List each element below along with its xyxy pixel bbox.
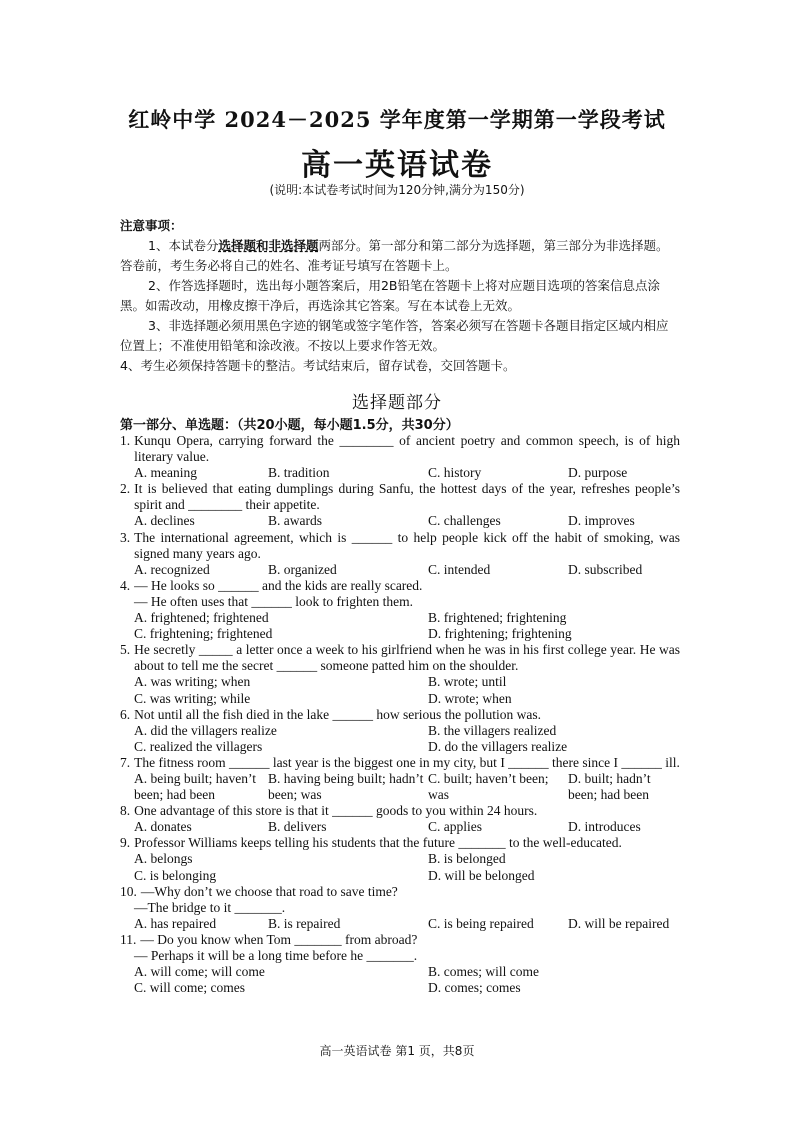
answer-option: D. frightening; frightening	[428, 626, 572, 642]
question-number: 5.	[120, 642, 131, 658]
question-number: 7.	[120, 754, 131, 770]
exam-subject-title: 高一英语试卷	[301, 148, 493, 183]
question-number: 8.	[120, 803, 131, 819]
question-item	[120, 578, 680, 642]
question-number: 4.	[120, 577, 131, 593]
answer-option: A. frightened; frightened	[134, 610, 269, 626]
instruction-item-2: 2、作答选择题时，选出每小题答案后，用2B铅笔在答题卡上将对应题目选项的答案信息点涂黑。如需改动，用橡皮擦干净后，再选涂其它答案。写在本试卷上无效。	[120, 278, 660, 313]
question-item	[120, 835, 680, 883]
question-item	[120, 642, 680, 706]
section-title: 选择题部分	[352, 393, 442, 413]
question-stem	[120, 578, 680, 594]
question-list	[120, 433, 680, 996]
answer-option: B. having being built; hadn’t been; was	[268, 770, 424, 803]
answer-option: B. tradition	[268, 465, 330, 481]
answer-option: C. will come; comes	[134, 980, 245, 996]
answer-option: C. challenges	[428, 513, 501, 529]
exam-note: (说明:本试卷考试时间为120分钟,满分为150分)	[269, 183, 525, 197]
question-item	[120, 932, 680, 996]
options-row	[120, 916, 680, 932]
answer-option: A. meaning	[134, 465, 197, 481]
answer-option: A. did the villagers realize	[134, 722, 277, 738]
question-text: Not until all the fish died in the lake ______ how serious the pollution was.	[134, 706, 541, 722]
question-stem	[120, 707, 680, 723]
question-item	[120, 884, 680, 932]
question-text: Kunqu Opera, carrying forward the ________ of ancient poetry and common speech, is of high literary value.	[134, 433, 680, 465]
instruction-item-1-part-a: 1、本试卷分	[148, 238, 219, 253]
options-row	[120, 868, 680, 884]
answer-option: D. will be repaired	[568, 915, 670, 931]
question-text: One advantage of this store is that it ______ goods to you within 24 hours.	[134, 803, 538, 819]
options-row	[120, 465, 680, 481]
question-item	[120, 530, 680, 578]
question-stem	[120, 755, 680, 771]
instruction-item-1-emphasis: 选择题和非选择题	[218, 238, 319, 253]
question-item	[120, 755, 680, 803]
dialogue-line: —The bridge to it _______.	[134, 899, 286, 915]
options-row	[120, 513, 680, 529]
answer-option: D. purpose	[568, 465, 628, 481]
instruction-item-3: 3、非选择题必须用黑色字迹的钢笔或签字笔作答，答案必须写在答题卡各题目指定区域内相应位置上；不准使用铅笔和涂改液。不按以上要求作答无效。	[120, 318, 669, 353]
page-footer: 高一英语试卷 第1 页，共8页	[319, 1044, 475, 1058]
dialogue-line: — Do you know when Tom _______ from abroad?	[140, 931, 418, 947]
question-number: 11.	[120, 931, 137, 947]
options-row	[120, 610, 680, 626]
question-item	[120, 481, 680, 529]
answer-option: D. wrote; when	[428, 690, 512, 706]
answer-option: A. will come; will come	[134, 964, 265, 980]
question-text: Professor Williams keeps telling his students that the future _______ to the well-educated.	[134, 835, 622, 851]
dialogue-line: —Why don’t we choose that road to save time?	[140, 883, 398, 899]
school-exam-title: 红岭中学 2024－2025 学年度第一学期第一学段考试	[128, 107, 666, 132]
options-row	[120, 851, 680, 867]
answer-option: C. realized the villagers	[134, 738, 263, 754]
answer-option: A. being built; haven’t been; had been	[134, 770, 256, 803]
dialogue-line: — He looks so ______ and the kids are really scared.	[134, 577, 423, 593]
answer-option: D. do the villagers realize	[428, 738, 568, 754]
answer-option: B. wrote; until	[428, 674, 507, 690]
answer-option: C. was writing; while	[134, 690, 251, 706]
question-number: 10.	[120, 883, 137, 899]
question-text: The international agreement, which is ______ to help people kick off the habit of smoking, was signed many years ago.	[134, 529, 680, 561]
question-stem	[120, 835, 680, 851]
answer-option: B. organized	[268, 561, 337, 577]
question-number: 1.	[120, 433, 131, 448]
answer-option: A. donates	[134, 819, 192, 835]
answer-option: D. subscribed	[568, 561, 643, 577]
question-stem	[120, 932, 680, 948]
instruction-item-1-part-c: 两部分。第一部分和第二部分为选择题，第三部分为非选择题。答卷前，考生务必将自己的姓名、准考证号填写在答题卡上。	[120, 238, 669, 273]
question-number: 3.	[120, 529, 131, 545]
answer-option: B. delivers	[268, 819, 327, 835]
dialogue-line: — He often uses that ______ look to frighten them.	[134, 593, 413, 609]
question-text: The fitness room ______ last year is the biggest one in my city, but I ______ there since I ______ ill.	[134, 754, 680, 770]
question-number: 6.	[120, 706, 131, 722]
question-stem	[120, 642, 680, 674]
answer-option: A. recognized	[134, 561, 210, 577]
answer-option: B. comes; will come	[428, 964, 539, 980]
dialogue-line: — Perhaps it will be a long time before he _______.	[134, 948, 418, 963]
question-item	[120, 803, 680, 835]
question-stem	[120, 433, 680, 465]
instructions-heading: 注意事项：	[120, 218, 183, 233]
question-text: He secretly _____ a letter once a week to his girlfriend when he was in his first college year. He was about to tell me the secret ______ someone patted him on the shoulder.	[134, 642, 680, 674]
options-row	[120, 771, 680, 803]
options-row	[120, 626, 680, 642]
question-stem	[120, 530, 680, 562]
answer-option: A. has repaired	[134, 915, 217, 931]
part-title: 第一部分、单选题：（共20小题，每小题1.5分，共30分）	[120, 418, 459, 433]
options-row	[120, 691, 680, 707]
answer-option: B. is repaired	[268, 915, 341, 931]
answer-option: A. belongs	[134, 851, 193, 867]
options-row	[120, 674, 680, 690]
answer-option: C. frightening; frightened	[134, 626, 273, 642]
answer-option: D. built; hadn’t been; had been	[568, 770, 651, 803]
question-number: 2.	[120, 481, 131, 497]
answer-option: B. awards	[268, 513, 322, 529]
answer-option: D. will be belonged	[428, 867, 535, 883]
question-stem	[120, 481, 680, 513]
answer-option: C. intended	[428, 561, 491, 577]
answer-option: D. comes; comes	[428, 980, 521, 996]
question-number: 9.	[120, 835, 131, 851]
answer-option: D. introduces	[568, 819, 641, 835]
answer-option: B. the villagers realized	[428, 722, 557, 738]
answer-option: D. improves	[568, 513, 635, 529]
options-row	[120, 723, 680, 739]
answer-option: C. is being repaired	[428, 915, 534, 931]
question-stem	[120, 884, 680, 900]
question-item	[120, 707, 680, 755]
answer-option: C. applies	[428, 819, 482, 835]
instruction-item-1	[120, 236, 680, 276]
options-row	[120, 562, 680, 578]
options-row	[120, 819, 680, 835]
answer-option: C. is belonging	[134, 867, 217, 883]
answer-option: A. was writing; when	[134, 674, 251, 690]
instruction-item-4: 4、考生必须保持答题卡的整洁。考试结束后，留存试卷，交回答题卡。	[120, 358, 516, 373]
answer-option: C. history	[428, 465, 482, 481]
question-stem	[120, 803, 680, 819]
options-row	[120, 980, 680, 996]
answer-option: A. declines	[134, 513, 195, 529]
options-row	[120, 964, 680, 980]
options-row	[120, 739, 680, 755]
answer-option: B. is belonged	[428, 851, 506, 867]
answer-option: C. built; haven’t been; was	[428, 770, 549, 803]
question-item	[120, 433, 680, 481]
question-text: It is believed that eating dumplings during Sanfu, the hottest days of the year, refreshes people’s spirit and ________ their appetite.	[134, 481, 680, 513]
answer-option: B. frightened; frightening	[428, 610, 567, 626]
instructions	[120, 216, 680, 376]
